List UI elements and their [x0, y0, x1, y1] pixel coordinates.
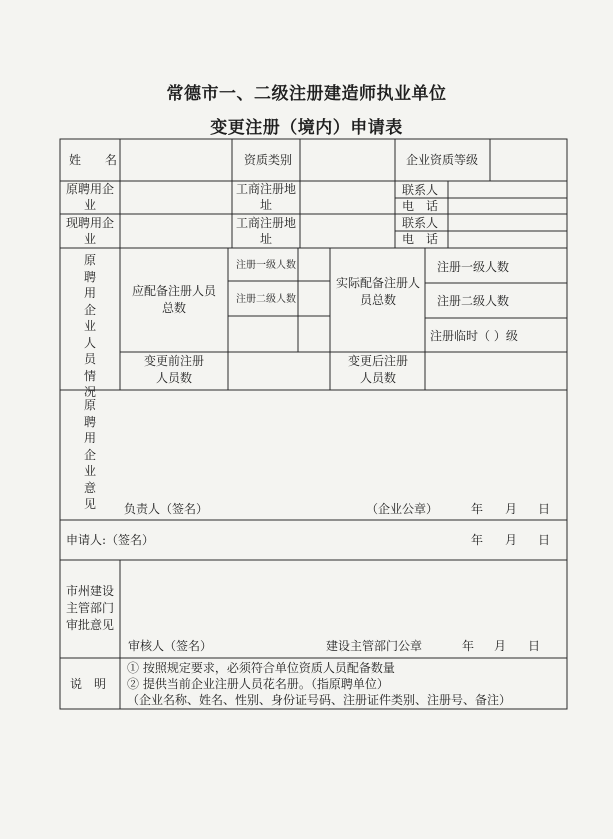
applicant-month-label: 月 — [505, 533, 518, 547]
notes-line3: （企业名称、姓名、性别、身份证号码、注册证件类别、注册号、备注） — [127, 693, 512, 707]
curr-reg-address-label: 工商注册地址 — [236, 216, 297, 246]
notes-line2: ② 提供当前企业注册人员花名册。（指原聘单位） — [127, 677, 389, 691]
name-field[interactable] — [121, 140, 231, 180]
curr-contact-label: 联系人 — [402, 216, 439, 230]
curr-phone-label: 电 话 — [402, 232, 439, 246]
opinion-text-area[interactable] — [121, 391, 566, 496]
applicant-day-label: 日 — [538, 533, 551, 547]
curr-contact-field[interactable] — [449, 215, 566, 230]
name-label: 姓 名 — [69, 153, 118, 167]
before-change-field[interactable] — [229, 353, 329, 389]
qualification-type-field[interactable] — [301, 140, 394, 180]
after-change-field[interactable] — [426, 353, 566, 389]
curr-reg-address-field[interactable] — [301, 215, 394, 247]
before-change-label: 变更前注册人员数 — [143, 354, 204, 385]
approval-month-label: 月 — [494, 639, 507, 653]
after-change-label: 变更后注册人员数 — [347, 354, 408, 385]
applicant-year-label: 年 — [471, 533, 484, 547]
notes-line1: ① 按照规定要求，必须符合单位资质人员配备数量 — [127, 661, 395, 675]
curr-enterprise-field[interactable] — [121, 215, 231, 247]
curr-phone-field[interactable] — [449, 232, 566, 247]
dept-seal-label: 建设主管部门公章 — [326, 639, 423, 653]
enterprise-level-field[interactable] — [491, 140, 566, 180]
actual-level2-label: 注册二级人数 — [437, 294, 510, 308]
approval-text-area[interactable] — [121, 561, 566, 633]
orig-phone-label: 电 话 — [402, 199, 439, 213]
curr-enterprise-label: 现聘用企 业 — [65, 216, 127, 246]
reviewer-sign-label: 审核人（签名） — [128, 639, 213, 653]
opinion-section-label: 原聘用企业意见 — [83, 398, 96, 511]
approval-section-label: 市州建设主管部门审批意见 — [65, 584, 114, 632]
enterprise-level-label: 企业资质等级 — [406, 153, 479, 167]
orig-phone-field[interactable] — [449, 199, 566, 213]
orig-contact-field[interactable] — [449, 182, 566, 197]
enterprise-seal-label: （企业公章） — [366, 502, 439, 516]
actual-level1-label: 注册一级人数 — [437, 260, 510, 274]
form-title-line2: 变更注册（境内）申请表 — [210, 118, 403, 138]
orig-reg-address-label: 工商注册地址 — [236, 182, 297, 212]
opinion-day-label: 日 — [538, 502, 551, 516]
orig-enterprise-label: 原聘用企 业 — [65, 182, 127, 212]
principal-sign-label: 负责人（签名） — [124, 502, 209, 516]
approval-day-label: 日 — [528, 639, 541, 653]
qualification-type-label: 资质类别 — [244, 153, 293, 167]
approval-year-label: 年 — [462, 639, 475, 653]
reg-level1-field[interactable] — [299, 249, 329, 280]
reg-level1-label: 注册一级人数 — [236, 260, 296, 271]
applicant-sign-field[interactable] — [160, 522, 460, 558]
opinion-year-label: 年 — [471, 502, 484, 516]
opinion-month-label: 月 — [505, 502, 518, 516]
reg-level2-label: 注册二级人数 — [236, 294, 296, 305]
actual-total-label: 实际配备注册人员总数 — [335, 276, 420, 307]
staff-section-label: 原聘用企业人员情况 — [83, 253, 96, 399]
form-title-line1: 常德市一、二级注册建造师执业单位 — [166, 84, 447, 104]
reg-level2-field[interactable] — [299, 282, 329, 315]
notes-label: 说 明 — [70, 677, 107, 691]
orig-enterprise-field[interactable] — [121, 182, 231, 213]
orig-contact-label: 联系人 — [402, 183, 439, 197]
applicant-sign-label: 申请人:（签名） — [66, 533, 155, 547]
required-total-label: 应配备注册人员总数 — [131, 284, 216, 315]
orig-reg-address-field[interactable] — [301, 182, 394, 213]
temp-level-label: 注册临时（ ）级 — [430, 329, 518, 343]
reg-other-field[interactable] — [229, 317, 297, 351]
